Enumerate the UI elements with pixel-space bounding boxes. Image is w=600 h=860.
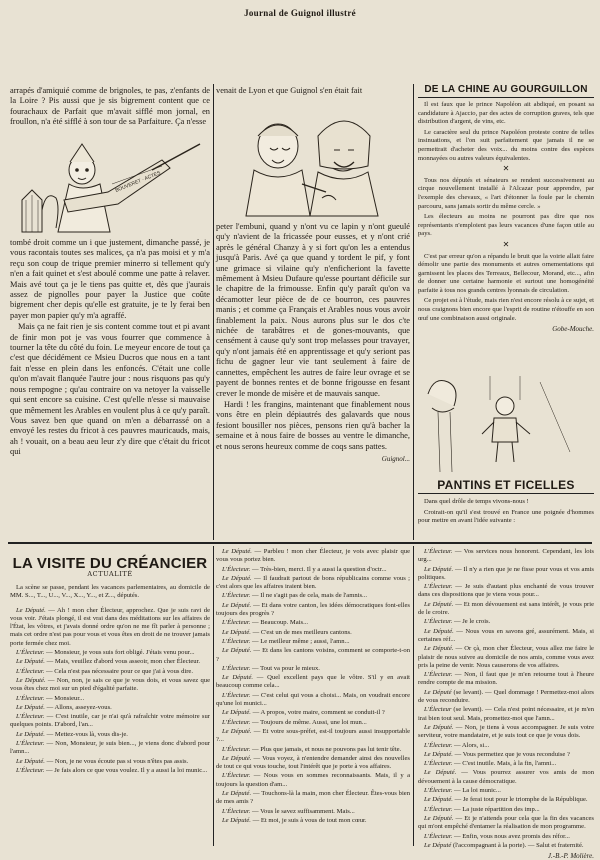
article-text: Tous nos députés et sénateurs se rendent successivement au cirque nouvellement installé à l'Alcazar pour apprendre, par l'exemple des chevaux, « l'art d'étonner la foule par le chemin parcouru, sans jamais sortir du même cercle. » [418,176,594,210]
dialogue-line [216,719,410,727]
dialogue-text: — C'est inutile. Mais, à la fin, l'amni... [452,760,557,768]
section-divider [8,542,592,544]
speaker-name: Le Député. [16,730,45,738]
speaker-name: Le Député. [222,709,251,717]
dialogue-line [216,728,410,745]
title-underline [418,97,594,98]
speaker-name: L'Électeur. [424,583,453,591]
puppet-illustration [420,372,592,474]
dialogue-line [418,601,594,618]
dialogue-line [216,808,410,816]
dialogue-line [216,665,410,673]
speaker-name: L'Électeur. [222,619,251,627]
section-title-visite: LA VISITE DU CRÉANCIER [12,555,208,572]
dialogue-line [418,742,594,750]
dialogue-line [216,674,410,691]
column-divider [213,546,214,846]
speaker-name: Le Député. [222,727,252,735]
speaker-name: L'Électeur. [424,548,453,555]
dialogue-line [418,583,594,600]
speaker-name: Le Député. [424,645,454,653]
dialogue-line [216,692,410,709]
article-text: Dans quel drôle de temps vivons-nous ! [424,498,529,505]
dialogue-text: — Vous pourrez assurer vos amis de mon dévouement à la cause démocratique. [418,769,594,785]
dialogue-text: — Et votre sous-préfet, est-il toujours aussi insupportable ?... [216,727,410,744]
speaker-name: L'Électeur. [222,772,251,780]
dialogue-line [216,817,410,825]
dialogue-line [216,790,410,807]
column-divider [213,84,214,540]
dialogue-text: — Vos services nous honorent. Cependant, les lois urg... [418,548,594,564]
speaker-name: Le Député. [424,600,454,608]
dialogue-text: — Or çà, mon cher Électeur, vous allez me faire le plaisir de nous suivre au domicile de nos amis, comme vous avez pris la peine de venir. Nous causerons de vos affaires. [418,645,594,669]
dialogue-text: — La loi munic... [452,787,501,795]
speaker-name: Le Député. [222,601,252,609]
dialogue-text: — Nous vous en sommes reconnaissants. Mais, il y a toujours la question d'am... [216,772,410,788]
speaker-name: Le Député. [424,565,454,573]
dialogue-line [10,704,210,712]
dialogue-line [418,689,594,706]
dialogue-text: — Monsieur, je vous suis fort obligé. J'étais venu pour... [44,649,195,657]
speaker-name: Le Député. [222,816,251,824]
speaker-name: L'Électeur. [16,713,45,721]
dialogue-text: — Je fais alors ce que vous voulez. Il y a aussi la loi munic... [44,766,208,774]
dialogue-line [216,709,410,717]
dialogue-line [216,619,410,627]
dialogue-text: — Enfin, vous nous avez promis des réfor... [452,832,570,840]
speaker-name: Le Député. [16,757,45,765]
speaker-name: L'Électeur. [222,664,251,672]
scene-intro: La scène se passe, pendant les vacances parlementaires, au domicile de MM. S..., T..., U..., V..., X..., Y..., et Z..., députés. [10,584,210,600]
article-text: Les électeurs au moins ne pourront pas dire que nos représentants n'emploient pas leurs vacances d'une façon utile au pays. [418,213,594,238]
speaker-name: L'Électeur. [16,740,45,748]
dialogue-line [10,649,210,657]
article-text: peter l'embuni, quand y n'ont vu ce lapin y n'ont gueulé qu'y n'avient de la fricassée pour eusses, et y n'ont crié après le général Chanzy à y si fort qu'on les a entendus jusqu'à Paris. Avé ça que quand y tordent le pif, y font une grimace si vilaine qu'y n'enficheriont la favette mêmement à Msieu Dufaure qu'esse pourtant déficile sur le chapitre de la frimousse. Enfin qu'y paraît qu'on va décamotter leur pièce de de ce bourron, ces pauvres manis ; et comme ça Français et Arables nous vous avoir finablement la paix. Nous aurons plus sur le dos c'te nichée de tarabâtres et de gones-mouvants, que censément à cause qu'y sont trop melasses pour travayer, qu'y n'ont jamais été en apprentissage et qu'y seriont pas fichu de gagner leur vie tant seulement à faire de cannettes, empêchent les autres de faire leur ovrage et se payent de bonnes rentes et de bonne frigousse en fesant crever le monde de misère et de mauvais sanque. [216,222,410,398]
dialogue-line [418,548,594,565]
dialogue-text: — Non, il faut que je m'en retourne tout à l'heure rendre compte de ma mission. [418,671,594,687]
dialogue-line [418,645,594,670]
column-1-top [10,86,210,144]
dialogue-text: — La juste répartition des imp... [452,805,540,813]
dialogue-line [418,787,594,795]
dialogue-text: — Et dans les cantons voisins, comment se comporte-t-on ? [216,647,410,663]
dialogue-text: — Plus que jamais, et nous ne pouvons pas lui tenir tête. [250,745,402,753]
dialogue-text: — Je ferai tout pour le triomphe de la République. [452,796,588,804]
dialogue-text: — C'est inutile, car je n'ai qu'à rafraîchir votre mémoire sur quelques points. D'abord, l'an... [10,713,210,729]
speaker-name: L'Électeur. [424,787,453,795]
dialogue-line [216,566,410,574]
speaker-name: L'Électeur. [222,592,251,600]
speaker-name: Le Député. [424,814,454,822]
dialogue-line [216,548,410,565]
speaker-name: Le Député. [222,647,252,655]
speaker-name: L'Électeur. [16,667,45,675]
speaker-name: Le Député. [424,627,454,635]
dialogue-list [418,548,594,850]
dialogue-text: — A propos, votre maire, comment se conduit-il ? [250,709,385,717]
dialogue-text: — Toujours de même. Aussi, une loi mun... [250,718,367,726]
dialogue-line [216,602,410,619]
dialogue-line [418,706,594,723]
speaker-name: L'Électeur. [424,618,453,626]
speaker-name: Le Député. [424,769,457,777]
dialogue-line [418,566,594,583]
speaker-name: Le Député. [222,790,252,798]
speaker-name: L'Électeur. [424,832,453,840]
dialogue-line [418,671,594,688]
dialogue-text: — Vous voyez, à n'entendre demander ainsi des nouvelles de tout ce qui vous touche, tout l'intérêt que je porte à vos affaires. [216,754,410,771]
page-header [0,0,600,24]
column-1-bottom [10,238,210,540]
article-text: Ce projet est à l'étude, mais rien n'est encore résolu à ce sujet, et nous craignons bien encore que l'esprit de routine n'étouffe en son œuf une combinaison aussi originale. [418,297,594,322]
dialogue-line [216,575,410,592]
speaker-name: L'Électeur. [16,649,45,657]
dialogue-line [216,592,410,600]
dialogue-line [216,772,410,789]
dialogue-text: — Non, Monsieur, je suis bien..., je viens donc d'abord pour l'amn... [10,740,210,756]
dialogue-text: — Et mon dévouement est sans intérêt, je vous prie de le croire. [418,600,594,617]
dialogue-line [418,806,594,814]
speaker-name: L'Électeur. [16,694,45,702]
dialogue-text: — Quel excellent pays que le vôtre. S'il y en avait beaucoup comme cela... [216,674,410,690]
dialogue-text: — Alors, si... [452,741,490,749]
dialogue-text: — Nous vous en savons gré, assurément. Mais, si certaines réf... [418,627,594,643]
speaker-name: L'Électeur [424,706,452,714]
dialogue-line [10,740,210,757]
speaker-name: Le Député. [424,750,453,758]
dialogue-text: — Allons, asseyez-vous. [44,703,112,711]
dialogue-line [10,668,210,676]
dialogue-line [418,751,594,759]
dialogue-line [10,658,210,666]
dialogue-line [10,731,210,739]
dialogue-list [216,548,410,825]
caricature-illustration-2 [218,100,408,220]
dialogue-text: — Et je n'attends pour cela que la fin des vacances qui m'ont empêché d'entamer la réalisation de mon programme. [418,814,594,831]
visite-column-1 [10,584,210,846]
dialogue-text: — Très-bien, merci. Il y a aussi la question d'octr... [250,565,387,573]
dialogue-text: — Mais, veuillez d'abord vous asseoir, mon cher Électeur. [44,658,201,666]
separator-mark: ✕ [502,239,510,249]
dialogue-text: — Non, je tiens à vous accompagner. Je suis votre serviteur, votre mandataire, et je suis tout ce que je vous dois. [418,723,594,740]
dialogue-line [10,758,210,766]
dialogue-list [10,607,210,776]
dialogue-text: — Et moi, je suis à vous de tout mon cœur. [250,816,367,824]
speaker-name: Le Député. [222,754,252,762]
section-title-chine: DE LA CHINE AU GOURGUILLON [424,84,588,95]
speaker-name: L'Électeur. [424,760,453,768]
dialogue-text: (se levant). — Quel dommage ! Permettez-moi alors de vous reconduire. [418,688,594,705]
caricature-illustration-1 [12,140,208,236]
column-3-bottom [418,498,594,540]
column-2-top [216,86,410,98]
speaker-name: Le Député. [16,658,45,666]
dialogue-line [10,677,210,694]
dialogue-text: — Mettez-vous là, vous dis-je. [44,730,128,738]
section-subtitle: ACTUALITÉ [87,570,133,578]
article-text: C'est par erreur qu'on a répandu le bruit que la voirie allait faire démolir une partie des monuments et autres ornementations qui garnissent les places des Terreaux, Bellecour, Morand, etc..., afin de donner une certaine harmonie et surtout une homogénéité parfaite à tous nos grands centres lyonnais de circulation. [418,252,594,294]
speaker-name: L'Électeur. [222,745,251,753]
dialogue-line [10,767,210,775]
dialogue-line [418,815,594,832]
column-2-bottom [216,222,410,540]
signature: Gobe-Mouche. [552,325,594,334]
article-text: tombé droit comme un i que justement, dimanche passé, je vous racontais toutes ses malices, ça n'a pas moisi et y m'a reçu son coup de trique premier minerro si tellement qu'y n'en a fait quinet et s'est aboulé comme une patte à relaver. Mais avé tout ça je le tiens pas quitte et, dès que j'aurais assez de pignolles pour payer la Justice que coûte bigrement cher depis qu'elle est gratuite, je te ly ferai ben payer mon papier qu'y m'a agraffé. [10,238,210,320]
dialogue-line [216,755,410,772]
dialogue-text: — Beaucoup. Mais... [250,619,309,627]
speaker-name: Le Député. [16,703,45,711]
speaker-name: Le Député. [222,628,251,636]
dialogue-line [418,796,594,804]
speaker-name: L'Électeur. [222,637,251,645]
dialogue-text: — C'est un de mes meilleurs cantons. [250,628,352,636]
speaker-name: Le Député [424,688,452,696]
svg-text:BOUVERET · ACTES: BOUVERET · ACTES [114,170,162,194]
dialogue-text: — Tout va pour le mieux. [250,664,320,672]
dialogue-text: — Touchons-là la main, mon cher Électeur. Êtes-vous bien de mes amis ? [216,790,411,806]
speaker-name: Le Député. [16,606,46,614]
dialogue-line [10,607,210,648]
dialogue-text: — Parbleu ! mon cher Électeur, je vois avec plaisir que vous vous portez bien. [216,548,411,564]
visite-column-2 [216,548,410,846]
speaker-name: L'Électeur. [222,691,251,699]
speaker-name: L'Électeur. [222,565,251,573]
dialogue-text: — Vous le savez suffisamment. Mais... [250,807,355,815]
dialogue-line [216,746,410,754]
dialogue-text: — Monsieur... [44,694,85,702]
signature: Guignol... [381,454,410,463]
speaker-name: L'Électeur. [424,671,453,679]
section-title-pantins: PANTINS ET FICELLES [437,478,575,492]
dialogue-text: — Il ne s'agit pas de cela, mais de l'amnis... [250,592,367,600]
speaker-name: Le Député. [222,674,254,682]
dialogue-line [418,724,594,741]
column-divider [413,546,414,846]
dialogue-line [418,833,594,841]
speaker-name: L'Électeur. [222,807,251,815]
speaker-name: Le Député. [424,723,454,731]
dialogue-text: — Vous permettez que je vous reconduise ? [452,750,570,758]
speaker-name: L'Électeur. [424,741,453,749]
separator-mark: ✕ [502,164,510,174]
dialogue-line [216,629,410,637]
speaker-name: L'Électeur. [16,766,45,774]
dialogue-line [418,618,594,626]
article-text: Il est faux que le prince Napoléon ait abdiqué, en posant sa candidature à Ajaccio, par des actes de corruption graves, tels que distribution d'argent, de vins, etc. [418,101,594,126]
dialogue-line [418,769,594,786]
dialogue-line [418,842,594,850]
dialogue-text: — Et dans votre canton, les idées démocratiques font-elles toujours des progrès ? [216,601,410,618]
speaker-name: Le Député. [424,796,453,804]
dialogue-text: (se levant). — Cela n'est point nécessaire, et je m'en irai bien tout seul. Mais, promettez-moi que l'amn... [418,706,594,722]
dialogue-line [216,647,410,664]
dialogue-text: — Je suis d'autant plus enchanté de vous trouver dans ces dispositions que je viens vous pour... [418,583,594,599]
dialogue-line [216,638,410,646]
dialogue-text: — Je le crois. [452,618,491,626]
column-divider [413,84,414,540]
dialogue-text: — Non, je ne vous écoute pas si vous n'êtes pas assis. [44,757,189,765]
dialogue-text: — Il n'y a rien que je ne fisse pour vous et vos amis politiques. [418,565,594,581]
visite-column-3 [418,548,594,860]
signature: J.-B.-P. Molière. [547,852,594,860]
dialogue-text: — Cela n'est pas nécessaire pour ce que j'ai à vous dire. [44,667,194,675]
dialogue-text: — Ah ! mon cher Électeur, approchez. Que je suis ravi de vous voir. J'étais plongé, il est vrai dans des méditations sur les affaires de l'État, les vôtres, et j'avais donné ordre qu'on ne me fît parler à personne ; mais cet ordre n'est pas pour vous et vous êtes en droit de ne trouver jamais porte fermée chez moi. [10,606,210,647]
speaker-name: Le Député [424,841,452,849]
dialogue-text: — Le meilleur même ; aussi, l'amn... [250,637,350,645]
article-text: Le caractère seul du prince Napoléon proteste contre de telles insinuations, et l'on suit parfaitement que jamais il ne se permettrait d'acheter des voix... du moins contre des espèces monnayées ou autres valeurs équivalentes. [418,128,594,162]
article-text: venait de Lyon et que Guignol s'en était fait [216,86,363,95]
article-text: Croirait-on qu'il s'est trouvé en France une poignée d'hommes pour mettre en avant l'idée suivante : [418,508,594,525]
column-3-top [418,101,594,369]
dialogue-line [10,695,210,703]
dialogue-line [418,628,594,645]
speaker-name: Le Député. [222,548,252,555]
dialogue-text: — Non, non, je sais ce que je vous dois, et vous savez que vous êtes chez moi sur un pied d'égalité parfaite. [10,676,210,693]
title-underline [418,493,594,494]
speaker-name: Le Député. [16,676,46,684]
article-text: Mais ça ne fait rien je sis content comme tout et pi avant de finir mon pot je vas vous fourrer que commence à tourner la tête du côté du foin. Le meyeur encore de tout ça c'est que décidément ce Msieu Ducros que nous en a tant fait n'esse en plein dans les enfoncés. C'était une colle qu'on m'avait flanquée l'autre jour : nous risquons pas qu'y nous rempogne ; qu'au contraire on va netoyer la vaisselle qui sent encore sa cuisine. C'est qu'elle n'esse si mauvaise que mêmement les Arables en voulent plus à ce qu'y paraît. Vous savez ben que quand on m'en a débarrassé on a envoyé les restes du fricot à ces pauvres mauricauds, mais, ah ! vouait, on a beau aeu leur z'y dire que c'était du fricot qui [10,322,210,457]
dialogue-line [10,713,210,730]
speaker-name: L'Électeur. [424,805,453,813]
dialogue-text: — Il faudrait partout de bons républicains comme vous ; c'est alors que les affaires iraient bien. [216,574,411,591]
speaker-name: Le Député. [222,574,252,582]
dialogue-line [418,760,594,768]
dialogue-text: (l'accompagnant à la porte). — Salut et fraternité. [451,841,584,849]
article-text: arrapés d'amiquié comme de brignoles, te pas, z'enfants de la Loire ? Pis aussi que je sis bigrement content que ce fourachaux de Parfait que m'avait sifflé mon jornal, en froullon, n'a été sifflé à son tour de sa Parfaiture. Ça n'esse [10,86,210,127]
article-text: Hardi ! les frangins, maintenant que finablement nous vons être en plein dépiautrés des galavards que nous fesiont bousiller nos pièces, pensons rien qu'à bacher la semaine et à nous faire de bosses au ventre le dimanche, et nous serons heureux comme de coqs sans pattes. [216,399,410,451]
dialogue-text: — C'est celui qui vous a choisi... Mais, on voudrait encore qu'une loi munici... [216,691,410,708]
speaker-name: L'Électeur. [222,718,251,726]
journal-title: Journal de Guignol illustré [244,8,356,18]
